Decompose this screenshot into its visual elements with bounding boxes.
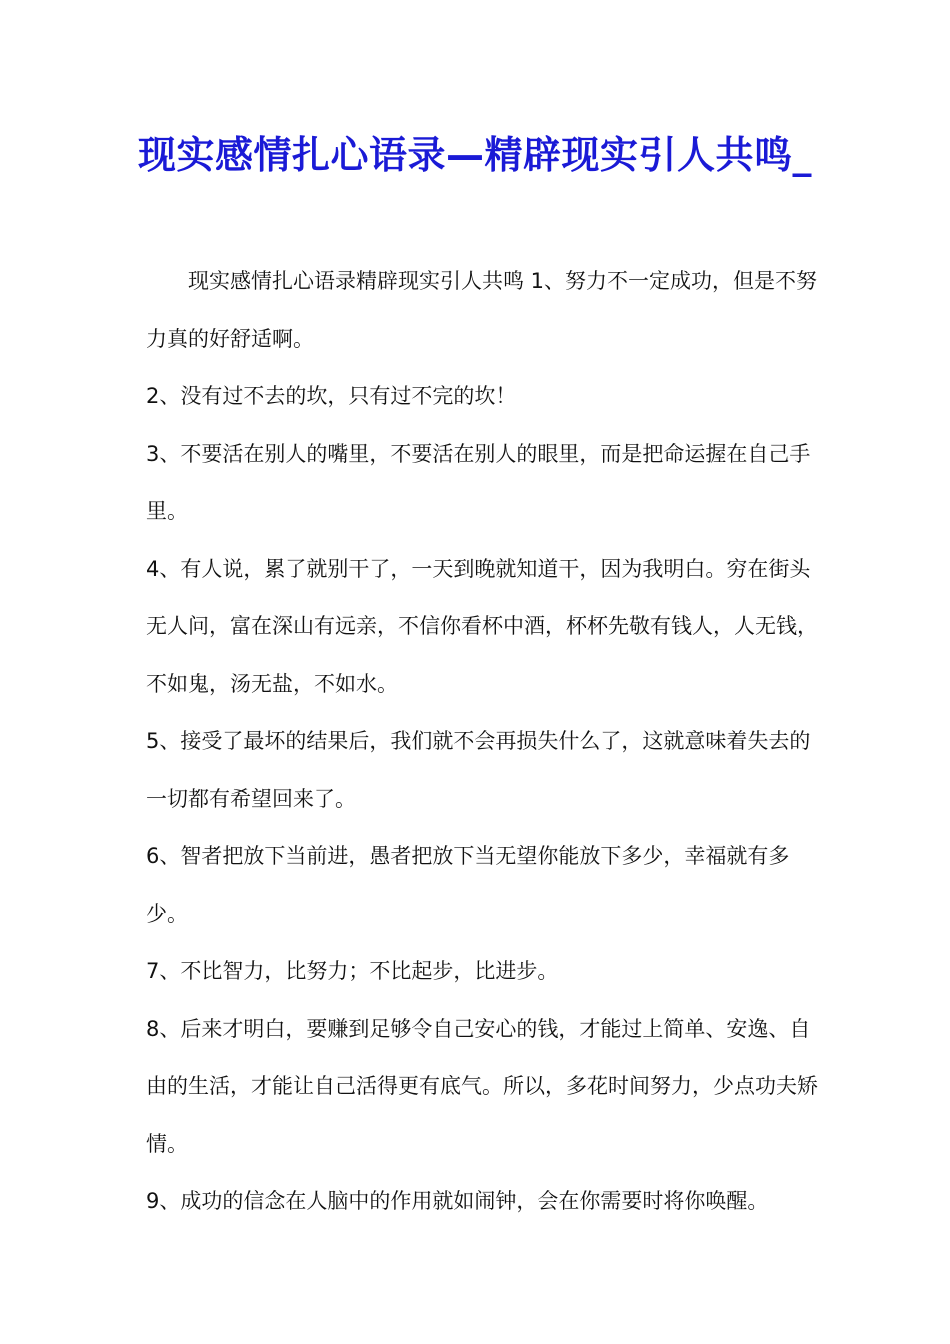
document-title: 现实感情扎心语录—精辟现实引人共鸣_ <box>137 133 812 177</box>
document-body <box>146 253 826 1231</box>
paragraph-3: 3、不要活在别人的嘴里，不要活在别人的眼里，而是把命运握在自己手里。 <box>146 441 811 523</box>
paragraph-5: 5、接受了最坏的结果后，我们就不会再损失什么了，这就意味着失去的一切都有希望回来了。 <box>146 729 811 811</box>
paragraph-4: 4、有人说，累了就别干了，一天到晚就知道干，因为我明白。穷在街头无人问，富在深山有远亲，不信你看杯中酒，杯杯先敬有钱人，人无钱，不如鬼，汤无盐，不如水。 <box>146 556 818 696</box>
paragraph-7: 7、不比智力，比努力；不比起步，比进步。 <box>146 959 559 983</box>
paragraph-9: 9、成功的信念在人脑中的作用就如闹钟，会在你需要时将你唤醒。 <box>146 1189 769 1213</box>
paragraph-2: 2、没有过不去的坎，只有过不完的坎！ <box>146 384 517 408</box>
paragraph-8: 8、后来才明白，要赚到足够令自己安心的钱，才能过上简单、安逸、自由的生活，才能让自己活得更有底气。所以，多花时间努力，少点功夫矫情。 <box>146 1016 818 1156</box>
paragraph-6: 6、智者把放下当前进，愚者把放下当无望你能放下多少，幸福就有多少。 <box>146 844 790 926</box>
paragraph-intro: 现实感情扎心语录精辟现实引人共鸣 1、努力不一定成功，但是不努力真的好舒适啊。 <box>146 269 818 351</box>
